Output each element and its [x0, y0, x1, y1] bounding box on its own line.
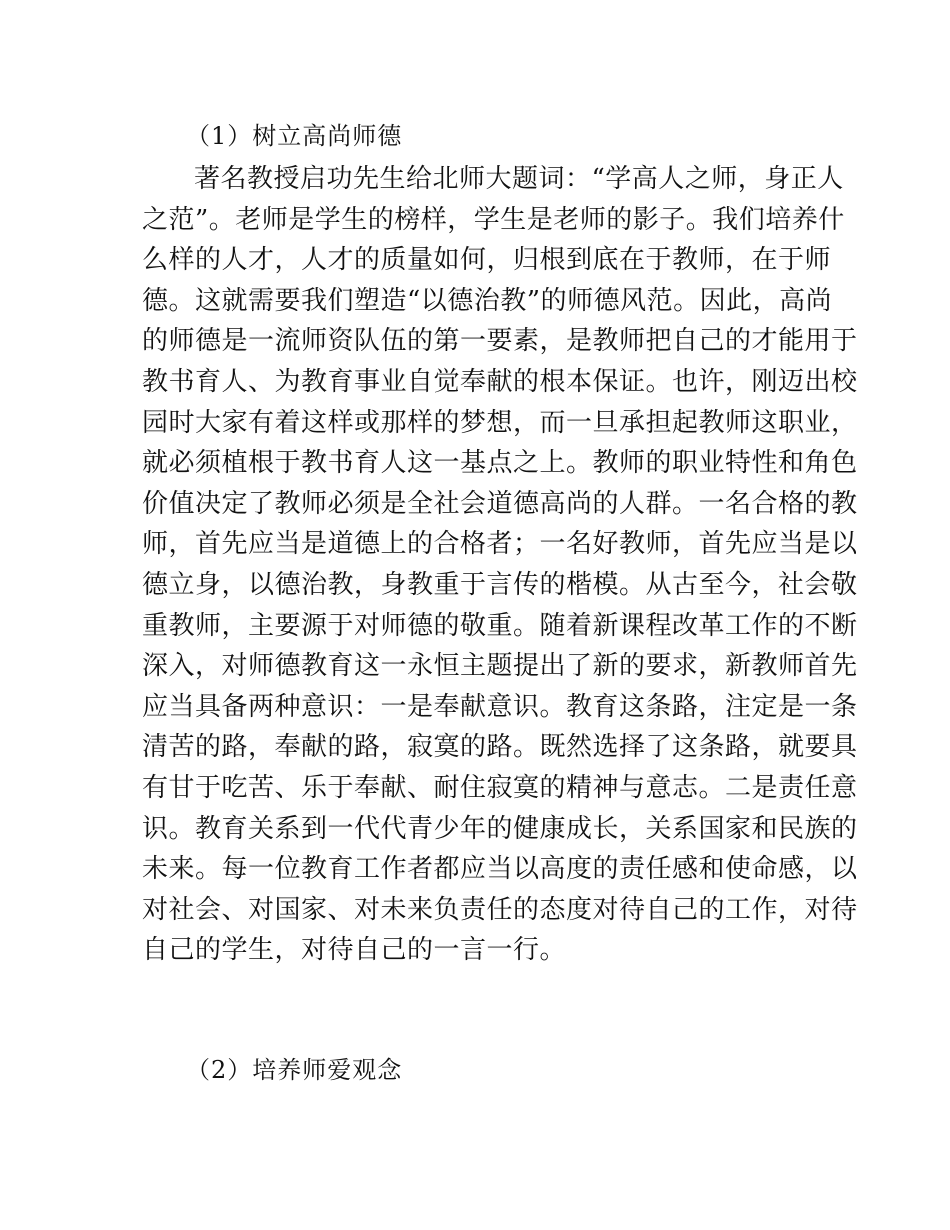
- body-paragraph: [142, 159, 858, 971]
- paragraph-line: 重教师，主要源于对师德的敬重。随着新课程改革工作的不断: [142, 610, 858, 641]
- paragraph-line: 德。这就需要我们塑造“以德治教”的师德风范。因此，高尚: [142, 285, 833, 316]
- paragraph-line: 价值决定了教师必须是全社会道德高尚的人群。一名合格的教: [142, 488, 858, 519]
- paragraph-line: 识。教育关系到一代代青少年的健康成长，关系国家和民族的: [142, 813, 858, 844]
- paragraph-line: 著名教授启功先生给北师大题词：“学高人之师，身正人: [194, 164, 844, 194]
- paragraph-line: 园时大家有着这样或那样的梦想，而一旦承担起教师这职业，: [142, 407, 858, 438]
- paragraph-line: 就必须植根于教书育人这一基点之上。教师的职业特性和角色: [142, 448, 858, 479]
- section-heading-1: （1）树立高尚师德: [186, 122, 403, 150]
- paragraph-line: 之范”。老师是学生的榜样，学生是老师的影子。我们培养什: [142, 204, 845, 235]
- paragraph-line: 自己的学生，对待自己的一言一行。: [142, 935, 567, 966]
- paragraph-line: 教书育人、为教育事业自觉奉献的根本保证。也许，刚迈出校: [142, 366, 858, 397]
- paragraph-line: 么样的人才，人才的质量如何，归根到底在于教师，在于师: [142, 245, 832, 276]
- paragraph-line: 对社会、对国家、对未来负责任的态度对待自己的工作，对待: [142, 894, 858, 925]
- paragraph-line: 德立身，以德治教，身教重于言传的楷模。从古至今，社会敬: [142, 569, 858, 600]
- paragraph-line: 清苦的路，奉献的路，寂寞的路。既然选择了这条路，就要具: [142, 732, 858, 763]
- paragraph-line: 有甘于吃苦、乐于奉献、耐住寂寞的精神与意志。二是责任意: [142, 772, 858, 803]
- paragraph-line: 师，首先应当是道德上的合格者；一名好教师，首先应当是以: [142, 529, 858, 560]
- paragraph-line: 的师德是一流师资队伍的第一要素，是教师把自己的才能用于: [142, 326, 858, 357]
- paragraph-line: 未来。每一位教育工作者都应当以高度的责任感和使命感，以: [142, 854, 858, 885]
- section-heading-2: （2）培养师爱观念: [186, 1056, 403, 1084]
- paragraph-line: 深入，对师德教育这一永恒主题提出了新的要求，新教师首先: [142, 651, 858, 682]
- paragraph-line: 应当具备两种意识：一是奉献意识。教育这条路，注定是一条: [142, 691, 858, 722]
